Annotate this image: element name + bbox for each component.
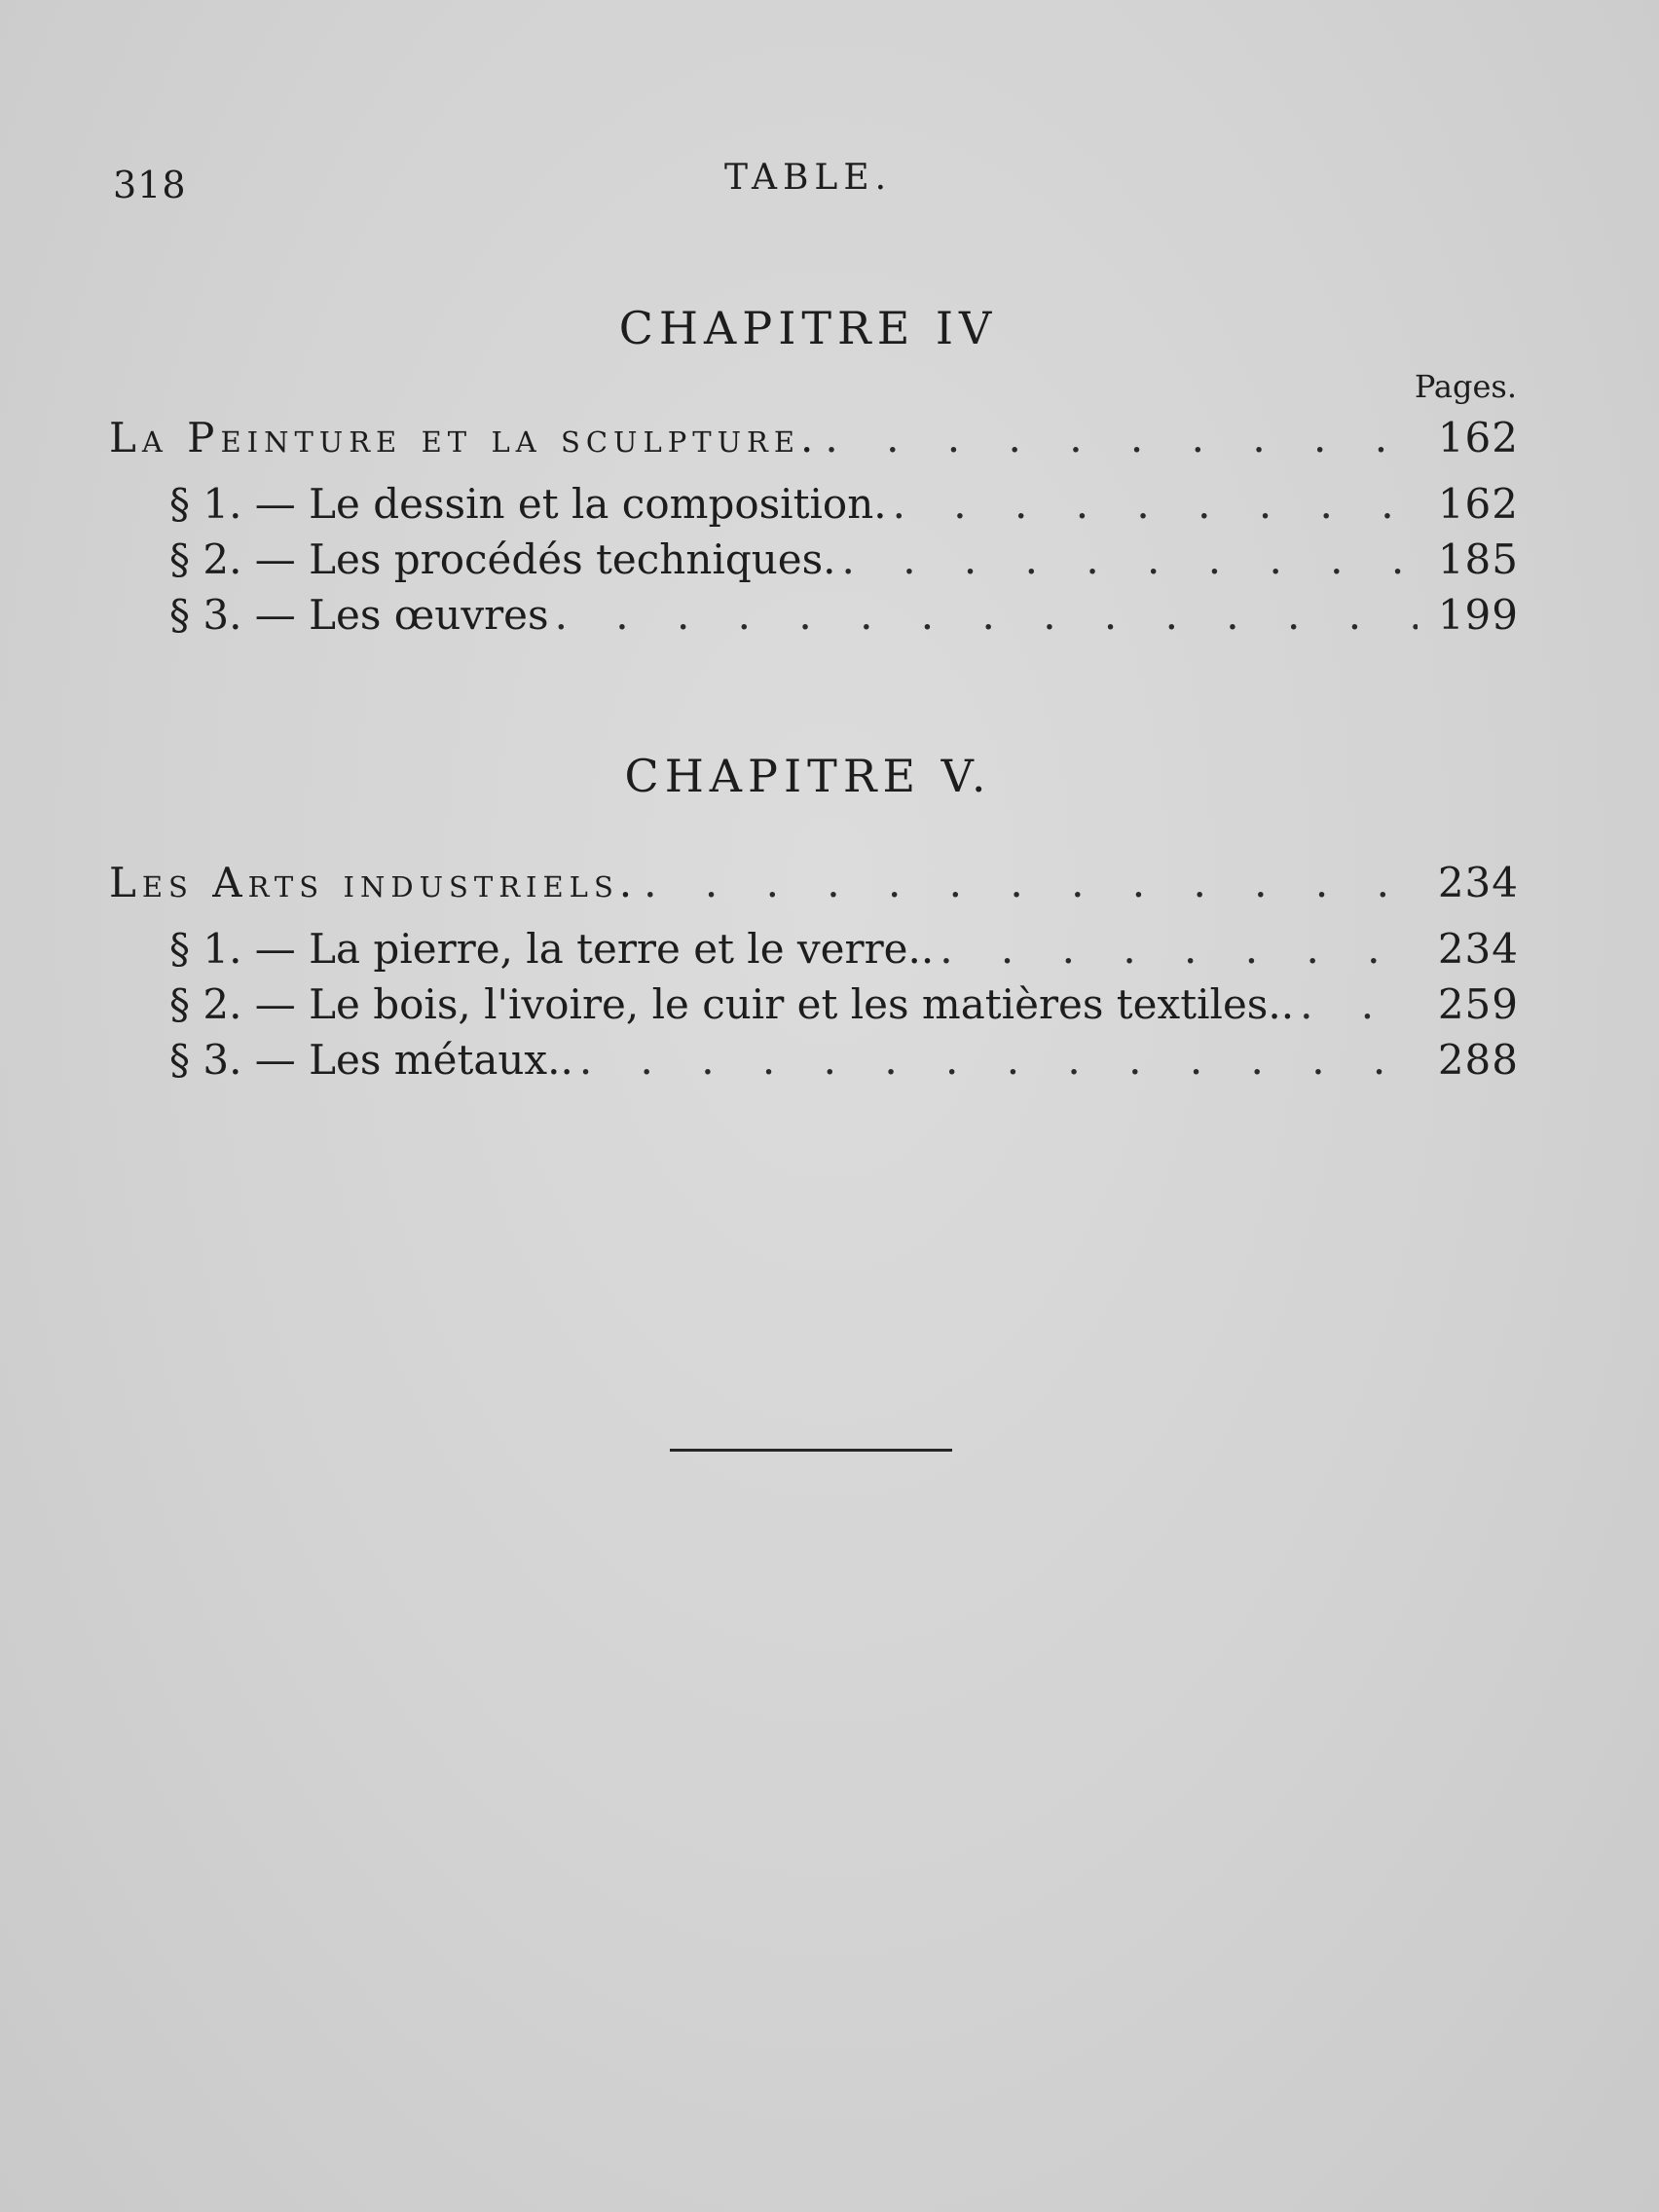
- chapter-4-contents: [109, 414, 1519, 646]
- chapter-5-contents: [109, 859, 1519, 1091]
- leader-dots: [1300, 980, 1418, 1028]
- toc-page-number: 162: [1437, 480, 1519, 528]
- toc-page-number: 185: [1437, 535, 1519, 583]
- toc-entry-label: § 3. — Les œuvres: [169, 591, 549, 639]
- chapter-4-heading: [0, 302, 1616, 354]
- toc-page-number: 288: [1437, 1036, 1519, 1084]
- toc-entry-label: § 2. — Le bois, l'ivoire, le cuir et les matières textiles..: [169, 980, 1295, 1028]
- page-header: [0, 156, 1659, 204]
- toc-entry-section[interactable]: [109, 480, 1519, 535]
- toc-entry-label: Les Arts industriels.: [109, 859, 639, 906]
- toc-entry-section[interactable]: [109, 535, 1519, 591]
- leader-dots: [940, 925, 1418, 973]
- toc-page-number: 234: [1437, 859, 1519, 906]
- toc-entry-main[interactable]: [109, 414, 1519, 480]
- toc-page-number: 259: [1437, 980, 1519, 1028]
- leader-dots: [842, 535, 1418, 583]
- leader-dots: [579, 1036, 1418, 1084]
- toc-page-number: 162: [1437, 414, 1519, 461]
- chapter-title: CHAPITRE IV: [618, 302, 998, 354]
- toc-page-number: 199: [1437, 591, 1519, 639]
- toc-entry-label: § 3. — Les métaux..: [169, 1036, 573, 1084]
- leader-dots: [555, 591, 1418, 639]
- toc-entry-label: § 1. — Le dessin et la composition.: [169, 480, 887, 528]
- pages-column-label: Pages.: [1414, 368, 1517, 405]
- toc-entry-label: La Peinture et la sculpture.: [109, 414, 820, 461]
- leader-dots: [644, 859, 1418, 906]
- chapter-title: CHAPITRE V.: [624, 750, 992, 802]
- running-title: TABLE.: [723, 158, 893, 198]
- leader-dots: [893, 480, 1418, 528]
- leader-dots: [825, 414, 1418, 461]
- toc-entry-main[interactable]: [109, 859, 1519, 925]
- toc-page-number: 234: [1437, 925, 1519, 973]
- chapter-5-heading: [0, 750, 1616, 802]
- closing-rule: [670, 1449, 952, 1452]
- toc-entry-section[interactable]: [109, 980, 1519, 1036]
- toc-entry-section[interactable]: [109, 925, 1519, 980]
- page-number: 318: [113, 164, 187, 206]
- toc-entry-section[interactable]: [109, 1036, 1519, 1091]
- toc-entry-section[interactable]: [109, 591, 1519, 646]
- toc-entry-label: § 2. — Les procédés techniques.: [169, 535, 836, 583]
- toc-entry-label: § 1. — La pierre, la terre et le verre..: [169, 925, 935, 973]
